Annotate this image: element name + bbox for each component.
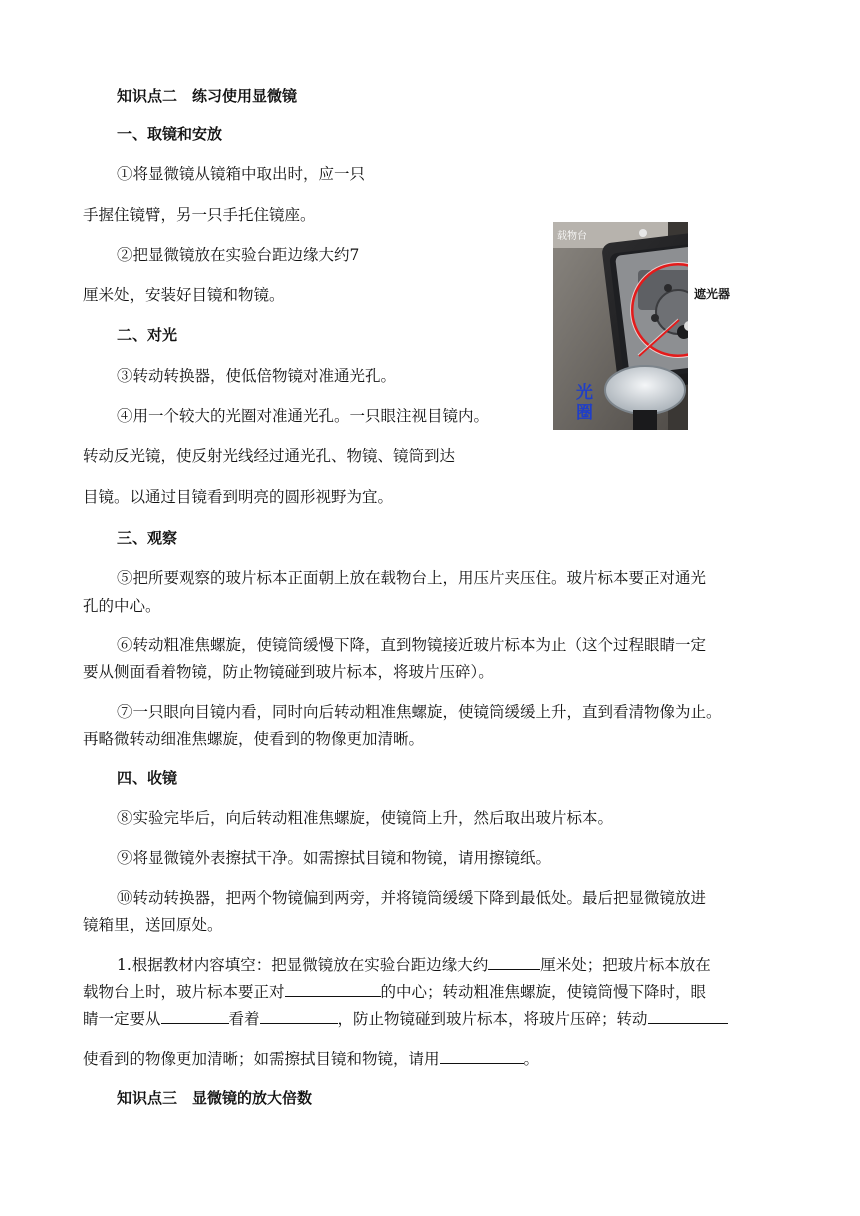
step-4-line-1: ④用一个较大的光圈对准通光孔。一只眼注视目镜内。 — [117, 407, 490, 425]
photo-label-stage: 载物台 — [557, 231, 587, 242]
question-text: ，防止物镜碰到玻片标本，将玻片压碎；转动 — [337, 1010, 648, 1028]
step-3: ③转动转换器，使低倍物镜对准通光孔。 — [117, 367, 397, 385]
step-9: ⑨将显微镜外表擦拭干净。如需擦拭目镜和物镜，请用擦镜纸。 — [117, 849, 552, 867]
step-5-line-2: 孔的中心。 — [83, 597, 161, 615]
subheading-light: 二、对光 — [117, 326, 178, 344]
step-4-line-2: 转动反光镜，使反射光线经过通光孔、物镜、镜筒到达 — [83, 447, 456, 465]
step-8: ⑧实验完毕后，向后转动粗准焦螺旋，使镜筒上升，然后取出玻片标本。 — [117, 809, 614, 827]
subheading-put-away: 四、收镜 — [117, 769, 178, 787]
answer-blank-5[interactable] — [648, 1009, 728, 1024]
question-text: 。 — [523, 1050, 540, 1068]
question-text: 载物台上时，玻片标本要正对 — [83, 983, 285, 1001]
step-10-line-1: ⑩转动转换器，把两个物镜偏到两旁，并将镜筒缓缓下降到最低处。最后把显微镜放进 — [117, 889, 707, 907]
step-5-line-1: ⑤把所要观察的玻片标本正面朝上放在载物台上，用压片夹压住。玻片标本要正对通光 — [117, 569, 707, 587]
answer-blank-6[interactable] — [440, 1049, 524, 1064]
microscope-stage-photo — [553, 222, 688, 430]
step-2-line-2: 厘米处，安装好目镜和物镜。 — [83, 286, 285, 304]
step-1-line-2: 手握住镜臂，另一只手托住镜座。 — [83, 206, 316, 224]
question-1-line-3 — [83, 1009, 780, 1029]
question-1-line-2 — [83, 982, 780, 1002]
microscope-illustration — [553, 222, 688, 430]
answer-blank-3[interactable] — [161, 1009, 229, 1024]
step-7-line-2: 再略微转动细准焦螺旋，使看到的物像更加清晰。 — [83, 730, 425, 748]
step-2-line-1: ②把显微镜放在实验台距边缘大约7 — [117, 246, 360, 264]
question-text: 厘米处；把玻片标本放在 — [540, 956, 711, 974]
answer-blank-1[interactable] — [488, 955, 540, 970]
step-1-line-1: ①将显微镜从镜箱中取出时，应一只 — [117, 165, 366, 183]
question-1-line-1 — [117, 955, 814, 975]
answer-blank-4[interactable] — [260, 1009, 338, 1024]
step-6-line-2: 要从侧面看着物镜，防止物镜碰到玻片标本，将玻片压碎）。 — [83, 663, 494, 681]
subheading-take-place: 一、取镜和安放 — [117, 125, 223, 143]
step-10-line-2: 镜箱里，送回原处。 — [83, 916, 223, 934]
question-text: 使看到的物像更加清晰；如需擦拭目镜和物镜，请用 — [83, 1050, 440, 1068]
step-7-line-1: ⑦一只眼向目镜内看，同时向后转动粗准焦螺旋，使镜筒缓缓上升，直到看清物像为止。 — [117, 703, 722, 721]
question-text: 的中心；转动粗准焦螺旋，使镜筒慢下降时，眼 — [380, 983, 707, 1001]
question-1-line-4 — [83, 1049, 780, 1069]
section3-heading: 知识点三 显微镜的放大倍数 — [117, 1089, 313, 1107]
question-text: 看着 — [228, 1010, 260, 1028]
photo-label-aperture: 光圈 — [576, 383, 593, 423]
question-text: 睛一定要从 — [83, 1010, 161, 1028]
question-text: 1.根据教材内容填空：把显微镜放在实验台距边缘大约 — [117, 956, 489, 974]
step-4-line-3: 目镜。以通过目镜看到明亮的圆形视野为宜。 — [83, 488, 394, 506]
section2-heading: 知识点二 练习使用显微镜 — [117, 87, 298, 105]
photo-label-diaphragm: 遮光器 — [694, 287, 731, 301]
step-6-line-1: ⑥转动粗准焦螺旋，使镜筒缓慢下降，直到物镜接近玻片标本为止（这个过程眼睛一定 — [117, 636, 707, 654]
subheading-observe: 三、观察 — [117, 529, 178, 547]
answer-blank-2[interactable] — [285, 982, 381, 997]
